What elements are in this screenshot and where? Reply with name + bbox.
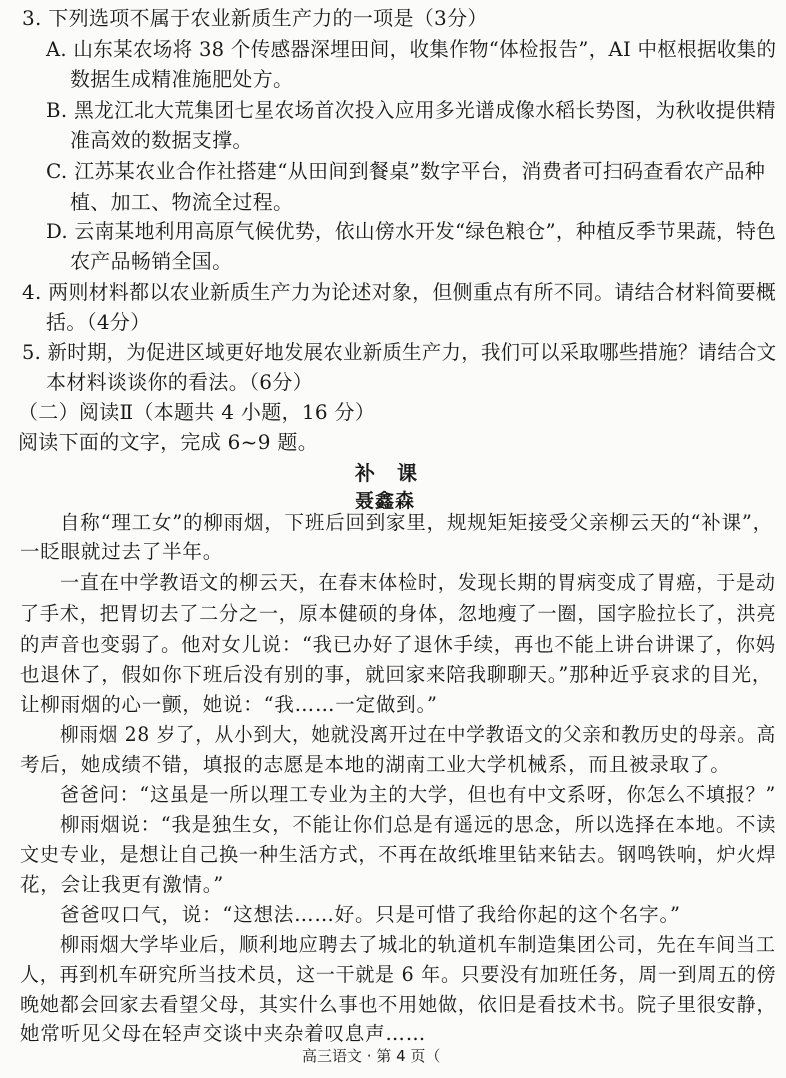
question-3-option-c-line-2: 植、加工、物流全过程。 [70, 190, 294, 214]
story-line-8: 柳雨烟 28 岁了，从小到大，她就没离开过在中学教语文的父亲和教历史的母亲。高 [60, 723, 776, 746]
story-title: 补 课 [355, 461, 418, 485]
story-line-5: 的声音也变弱了。他对女儿说：“我已办好了退休手续，再也不能上讲台讲课了，你妈 [20, 633, 776, 656]
section-instruction: 阅读下面的文字，完成 6~9 题。 [18, 430, 319, 454]
story-line-10: 爸爸问：“这虽是一所以理工专业为主的大学，但也有中文系呀，你怎么不填报？” [60, 783, 777, 806]
story-author: 聂鑫森 [355, 490, 416, 512]
story-line-18: 她常听见父母在轻声交谈中夹杂着叹息声…… [20, 1022, 427, 1045]
question-3-option-b-line-1: B. 黑龙江北大荒集团七星农场首次投入应用多光谱成像水稻长势图，为秋收提供精 [46, 98, 776, 122]
story-line-3: 一直在中学教语文的柳云天，在春末体检时，发现长期的胃病变成了胃癌，于是动 [60, 571, 776, 594]
question-5-line-1: 5. 新时期，为促进区域更好地发展农业新质生产力，我们可以采取哪些措施？请结合文 [22, 340, 777, 364]
question-3-option-c-line-1: C. 江苏某农业合作社搭建“从田间到餐桌”数字平台，消费者可扫码查看农产品种 [46, 159, 766, 183]
story-line-7: 让柳雨烟的心一颤，她说：“我……一定做到。” [20, 693, 438, 716]
question-3-stem: 3. 下列选项不属于农业新质生产力的一项是（3分） [22, 6, 488, 30]
story-line-16: 人，再到机车研究所当技术员，这一干就是 6 年。只要没有加班任务，周一到周五的傍 [20, 963, 777, 986]
story-line-17: 晚她都会回家去看望父母，其实什么事也不用她做，依旧是看技术书。院子里很安静， [20, 993, 777, 1016]
question-3-option-d-line-1: D. 云南某地利用高原气候优势，依山傍水开发“绿色粮仓”，种植反季节果蔬，特色 [46, 219, 777, 243]
page-footer: 高三语文 · 第 4 页（ [302, 1047, 441, 1065]
story-line-15: 柳雨烟大学毕业后，顺利地应聘去了城北的轨道机车制造集团公司，先在车间当工 [60, 933, 776, 956]
question-3-option-d-line-2: 农产品畅销全国。 [70, 249, 233, 273]
question-3-option-a-line-2: 数据生成精准施肥处方。 [70, 67, 294, 91]
story-line-14: 爸爸叹口气，说：“这想法……好。只是可惜了我给你起的这个名字。” [60, 903, 681, 926]
section-heading: （二）阅读Ⅱ（本题共 4 小题，16 分） [18, 400, 376, 424]
question-3-option-b-line-2: 准高效的数据支撑。 [70, 128, 253, 152]
story-line-13: 花，会让我更有激情。” [20, 873, 225, 896]
story-line-2: 一眨眼就过去了半年。 [20, 540, 224, 563]
question-4-line-1: 4. 两则材料都以农业新质生产力为论述对象，但侧重点有所不同。请结合材料简要概 [22, 280, 777, 304]
story-line-11: 柳雨烟说：“我是独生女，不能让你们总是有遥远的思念，所以选择在本地。不读 [60, 813, 777, 836]
story-line-1: 自称“理工女”的柳雨烟，下班后回到家里，规规矩矩接受父亲柳云天的“补课”， [60, 511, 773, 534]
question-4-line-2: 括。（4分） [46, 310, 151, 334]
question-5-line-2: 本材料谈谈你的看法。（6分） [46, 370, 313, 394]
question-3-option-a-line-1: A. 山东某农场将 38 个传感器深埋田间，收集作物“体检报告”，AI 中枢根据收集的 [46, 37, 777, 61]
story-line-9: 考后，她成绩不错，填报的志愿是本地的湖南工业大学机械系，而且被录取了。 [20, 753, 731, 776]
story-line-6: 也退休了，假如你下班后没有别的事，就回家来陪我聊聊天。”那种近乎哀求的目光， [20, 663, 773, 686]
story-line-12: 文史专业，是想让自己换一种生活方式，不再在故纸堆里钻来钻去。钢鸣铁响，炉火焊 [20, 843, 777, 866]
story-line-4: 了手术，把胃切去了二分之一，原本健硕的身体，忽地瘦了一圈，国字脸拉长了，洪亮 [20, 602, 777, 625]
